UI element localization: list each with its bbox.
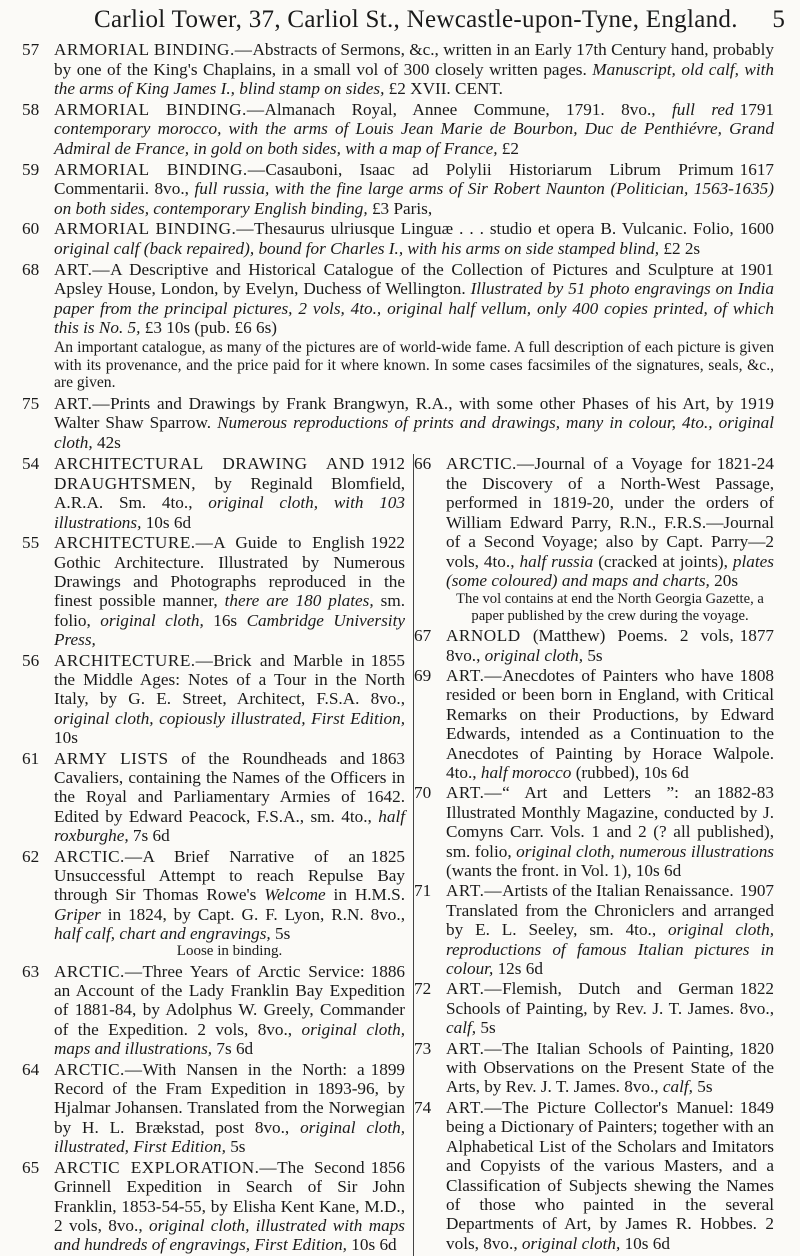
catalogue-entry (22, 533, 405, 650)
entry-year: 1912 (370, 454, 405, 474)
catalogue-entry (414, 783, 774, 880)
entry-binding-details: Griper (54, 904, 101, 924)
entry-binding-details: Welcome (264, 885, 326, 905)
entry-number: 63 (22, 961, 40, 981)
two-column-section (22, 454, 774, 1255)
catalogue-entry (414, 979, 774, 1038)
entry-price: sm. folio, (54, 591, 405, 630)
catalogue-entry (22, 650, 405, 748)
entry-price: 7s 6d (128, 826, 170, 846)
catalogue-entry (22, 1059, 405, 1157)
entry-price: 10s 6d (346, 1235, 397, 1255)
full-width-entries (22, 40, 774, 338)
entry-binding-details: full red contemporary morocco, with the arms of Louis Jean Marie de Bourbon, Duc de Penthiévre, Grand Admiral de France, in gold on both sides, with a map of France, (54, 99, 774, 158)
entry-number: 60 (22, 219, 40, 239)
entry-heading: ART.— (54, 259, 111, 279)
catalogue-entry (22, 40, 774, 99)
entry-heading: ARMORIAL BINDING.— (54, 159, 266, 179)
entry-price: (wants the front. in Vol. 1), 10s 6d (446, 861, 682, 880)
entry-year: 1617 (739, 159, 774, 179)
entry-number: 57 (22, 40, 40, 59)
entry-year: 1922 (370, 533, 405, 553)
entry-heading: ARMORIAL BINDING.— (54, 40, 253, 59)
entry-heading: ART.— (446, 1097, 503, 1117)
catalogue-entry (22, 219, 774, 258)
entry-binding-details: original calf (back repaired), bound for Charles I., with his arms on side stamped blind, (54, 238, 660, 258)
entry-binding-details: calf, (446, 1018, 477, 1038)
entry-number: 69 (414, 665, 432, 685)
entry-number: 56 (22, 650, 40, 670)
entry-binding-details: calf, (662, 1077, 693, 1097)
entry-year: 1856 (370, 1157, 405, 1177)
right-column (414, 454, 774, 1255)
entry-price: in H.M.S. (325, 885, 405, 905)
entry-description: A Descriptive and Historical Catalogue of the Collection of Pictures and Sculpture at Apsley House, London, by Evelyn, Duchess of Wellington. (54, 259, 734, 299)
entry-price: £3 10s (pub. £6 6s) (140, 318, 277, 338)
entry-year: 1901 (739, 259, 774, 279)
entry-price: 16s (203, 610, 247, 630)
entry-price: 10s (54, 728, 78, 748)
entry-note-68: An important catalogue, as many of the pictures are of world-wide fame. A full description of each picture is given with its provenance, and the price paid for it where known. In some cases facsimiles of the signatures, seals, &c., are given. (54, 338, 774, 392)
entry-year: 1907 (739, 881, 774, 901)
entry-description: Artists of the Italian Renaissance. Translated from the Chroniclers and arranged by E. L. Seeley, sm. 4to., (446, 881, 774, 940)
entry-heading: ART.— (446, 979, 503, 999)
entry-binding-details: original cloth, illustrated with maps and hundreds of engravings, First Edition, (54, 1215, 405, 1255)
catalogue-entry (414, 665, 774, 782)
entry-price: (cracked at joints), (593, 551, 733, 571)
entry-description: “ Art and Letters ”: an Illustrated Monthly Magazine, conducted by J. Comyns Carr. Vols. 1 and 2 (? all published), sm. folio, (446, 783, 774, 861)
catalogue-entry (414, 454, 774, 590)
entry-price: 42s (92, 432, 121, 452)
entry-number: 58 (22, 99, 40, 119)
entry-heading: ARCHITECTURE.— (54, 650, 214, 670)
catalogue-entry (22, 748, 405, 846)
entry-year: 1820 (739, 1038, 774, 1058)
entry-year: 1849 (739, 1097, 774, 1117)
entry-binding-details: original cloth, illustrated, First Edition, (54, 1117, 405, 1157)
catalogue-entry (414, 1038, 774, 1097)
entry-publisher: Cambridge University Press, (54, 610, 405, 650)
entry-price: 10s 6d (620, 1233, 670, 1253)
entry-number: 75 (22, 393, 40, 413)
entry-heading: ARCTIC.— (54, 961, 143, 981)
entry-year: 1882-83 (716, 783, 774, 803)
entry-binding-details: original cloth, numerous illustrations (516, 841, 774, 861)
entry-binding-details: full russia, with the fine large arms of Sir Robert Naunton (Politician, 1563-1635) on both sides, contemporary English binding, (54, 179, 774, 218)
entry-description: Thesaurus ulriusque Linguæ . . . studio et opera B. Vulcanic. Folio, (254, 219, 734, 239)
entry-number: 55 (22, 533, 40, 553)
dealer-address: Carliol Tower, 37, Carliol St., Newcastle-upon-Tyne, England. (94, 6, 738, 33)
entry-year: 1886 (370, 961, 405, 981)
entry-price: 7s 6d (212, 1039, 254, 1059)
entry-binding-details: original cloth, copiously illustrated, First Edition, (54, 708, 405, 728)
entry-description: The Second Grinnell Expedition in Search of Sir John Franklin, 1853-54-55, by Elisha Kent Kane, M.D., 2 vols, 8vo., (54, 1157, 405, 1235)
entry-price: 5s (225, 1137, 246, 1157)
entry-heading: ARMORIAL BINDING.— (54, 219, 255, 239)
page-header (94, 6, 786, 34)
entry-year: 1855 (370, 650, 405, 670)
entry-number: 66 (414, 454, 432, 474)
entry-heading: ARMY LISTS (54, 748, 169, 768)
catalogue-entry (22, 846, 405, 944)
catalogue-entry (22, 454, 405, 532)
entry-price: 5s (583, 645, 603, 665)
entry-binding-details: Numerous reproductions of prints and drawings, many in colour, 4to., original cloth, (54, 413, 775, 452)
catalogue-entry (22, 259, 774, 338)
entry-number: 74 (414, 1097, 432, 1117)
entry-description: A Guide to English Gothic Architecture. Illustrated by Numerous Drawings and Photographs reproduced in the finest possible manner, (54, 533, 405, 611)
entry-number: 59 (22, 159, 40, 179)
entry-description: Casauboni, Isaac ad Polylii Historiarum Librum Primum Commentarii. 8vo., (54, 159, 734, 199)
entry-75-container (22, 393, 775, 453)
entry-description: Flemish, Dutch and German Schools of Painting, by Rev. J. T. James. 8vo., (446, 979, 774, 1018)
entry-binding-details: half roxburghe, (54, 806, 405, 846)
entry-year: 1808 (739, 665, 774, 685)
entry-binding-details: plates (some coloured) and maps and charts, (446, 551, 774, 590)
entry-number: 65 (22, 1157, 40, 1177)
entry-heading: ARCTIC.— (54, 846, 143, 866)
entry-number: 70 (414, 783, 432, 803)
entry-description: Journal of a Voyage for the Discovery of a North-West Passage, performed in 1819-20, under the orders of William Edward Parry, R.N., F.R.S.—Journal of a Second Voyage; also by Capt. Parry—2 vols, 4to., (446, 454, 774, 571)
entry-year: 1863 (370, 748, 405, 768)
catalogue-entry (22, 961, 405, 1059)
entry-year: 1877 (739, 626, 774, 646)
entry-year: 1791 (739, 99, 774, 119)
entry-heading: ARCHITECTURE.— (54, 533, 214, 553)
catalogue-entry (414, 881, 774, 979)
entry-year: 1600 (739, 219, 774, 239)
entry-heading: ARCTIC.— (446, 454, 535, 474)
entry-price: £2 2s (659, 238, 701, 258)
catalogue-entry (414, 1097, 774, 1253)
entry-binding-details: original cloth, (484, 645, 584, 665)
entry-price: £3 Paris, (367, 198, 433, 218)
entry-year: 1821-24 (716, 454, 774, 474)
catalogue-entry (22, 393, 775, 453)
entry-price: 10s 6d (141, 512, 192, 532)
entry-description: Almanach Royal, Annee Commune, 1791. 8vo., (264, 99, 672, 119)
entry-binding-details: Illustrated by 51 photo engravings on India paper from the principal pictures, 2 vols, 4to., original half vellum, only 400 copies printed, of which this is No. 5, (54, 279, 774, 338)
entry-binding-details: Manuscript, old calf, with the arms of King James I., blind stamp on sides, (54, 59, 774, 99)
entry-number: 61 (22, 748, 40, 768)
entry-description: by Reginald Blomfield, A.R.A. Sm. 4to., (54, 473, 405, 513)
entry-description: Prints and Drawings by Frank Brangwyn, R.A., with some other Phases of his Art, by Walter Shaw Sparrow. (54, 393, 734, 433)
entry-publisher: half calf, chart and engravings, (54, 924, 271, 944)
left-column (22, 454, 414, 1255)
entry-heading: ARCTIC.— (54, 1059, 143, 1079)
entry-binding-details: half russia (519, 551, 594, 571)
entry-price: (rubbed), 10s 6d (571, 762, 689, 782)
entry-heading: ART.— (54, 393, 111, 413)
entry-number: 64 (22, 1059, 40, 1079)
page-number: 5 (772, 6, 786, 33)
entry-description: The Italian Schools of Painting, with Observations on the Present State of the Arts, by Rev. J. T. James. 8vo., (446, 1038, 774, 1097)
entry-binding-details: original cloth, with 103 illustrations, (54, 493, 405, 532)
entry-price: £2 XVII. CENT. (384, 79, 503, 99)
catalogue-entry (22, 1157, 405, 1255)
entry-heading: ART.— (446, 1038, 503, 1058)
entry-description: of the Roundheads and Cavaliers, containing the Names of the Officers in the Royal and Parliamentary Armies of 1642. Edited by Edward Peacock, F.S.A., sm. 4to., (54, 748, 405, 826)
entry-price: £2 (497, 138, 519, 158)
entry-description: A Brief Narrative of an Unsuccessful Attempt to reach Repulse Bay through Sir Thomas Rowe's (54, 846, 405, 905)
catalogue-entry (414, 626, 774, 665)
entry-number: 62 (22, 846, 40, 866)
entry-heading: ARCTIC EXPLORATION.— (54, 1157, 278, 1177)
entry-number: 68 (22, 259, 40, 279)
entry-price: 5s (692, 1077, 713, 1097)
entry-number: 73 (414, 1038, 432, 1058)
entry-description: Anecdotes of Painters who have resided or been born in England, with Critical Remarks on their Productions, by Edward Edwards, intended as a Continuation to the Anecdotes of Painting by Horace Walpole. 4to., (446, 665, 774, 782)
entry-heading: ART.— (446, 665, 503, 685)
entry-number: 72 (414, 979, 432, 999)
entry-year: 1899 (370, 1059, 405, 1079)
entry-binding-details: original cloth, (100, 610, 204, 630)
entry-description: (Matthew) Poems. 2 vols, 8vo., (446, 626, 734, 665)
entry-number: 54 (22, 454, 40, 474)
entry-binding-details: there are 180 plates, (224, 591, 374, 611)
entry-binding-details: half morocco (480, 762, 572, 782)
entry-year: 1919 (739, 393, 774, 413)
entry-price: 12s 6d (493, 959, 543, 979)
entry-price: 5s (476, 1018, 496, 1038)
entry-heading: ART.— (446, 881, 503, 901)
entry-year: 1825 (370, 846, 405, 866)
entry-heading: ARMORIAL BINDING.— (54, 99, 265, 119)
entry-description: Three Years of Arctic Service: an Account of the Lady Franklin Bay Expedition of 1881-84, by Adolphus W. Greely, Commander of the Expedition. 2 vols, 8vo., (54, 961, 405, 1039)
entry-binding-details: original cloth, maps and illustrations, (54, 1019, 405, 1059)
catalogue-entry (22, 99, 774, 159)
entry-heading: ARCHITECTURAL DRAWING AND DRAUGHTSMEN, (54, 454, 365, 493)
entry-price: in 1824, by Capt. G. F. Lyon, R.N. 8vo., (100, 904, 405, 924)
entry-price: 20s (709, 570, 739, 590)
entry-binding-details: original cloth, (521, 1233, 621, 1253)
entry-note: The vol contains at end the North Georgia Gazette, a paper published by the crew during the voyage. (456, 591, 764, 624)
entry-description: The Picture Collector's Manuel: being a Dictionary of Painters; together with an Alphabetical List of the Scholars and Imitators and Copyists of the various Masters, and a Classification of Subjects shewing the Names of those who painted in the several Departments of Art, by James R. Hobbes. 2 vols, 8vo., (446, 1097, 774, 1253)
entry-description: Abstracts of Sermons, &c., written in an Early 17th Century hand, probably by one of the King's Chaplains, in a small vol of 300 closely written pages. (54, 40, 774, 79)
catalogue-entry (22, 159, 774, 219)
entry-note: Loose in binding. (176, 942, 283, 959)
entry-binding-details: original cloth, reproductions of famous Italian pictures in colour, (446, 920, 774, 979)
entry-description: With Nansen in the North: a Record of the Fram Expedition in 1893-96, by Hjalmar Johansen. Translated from the Norwegian by H. L. Brækstad, post 8vo., (54, 1059, 405, 1137)
entry-year: 1822 (739, 979, 774, 999)
entry-number: 71 (414, 881, 432, 901)
entry-description: Brick and Marble in the Middle Ages: Notes of a Tour in the North Italy, by G. E. Street, Architect, F.S.A. 8vo., (54, 650, 405, 709)
entry-number: 67 (414, 626, 432, 646)
entry-heading: ARNOLD (446, 626, 521, 646)
entry-price: 5s (270, 924, 291, 944)
entry-heading: ART.— (446, 783, 503, 803)
